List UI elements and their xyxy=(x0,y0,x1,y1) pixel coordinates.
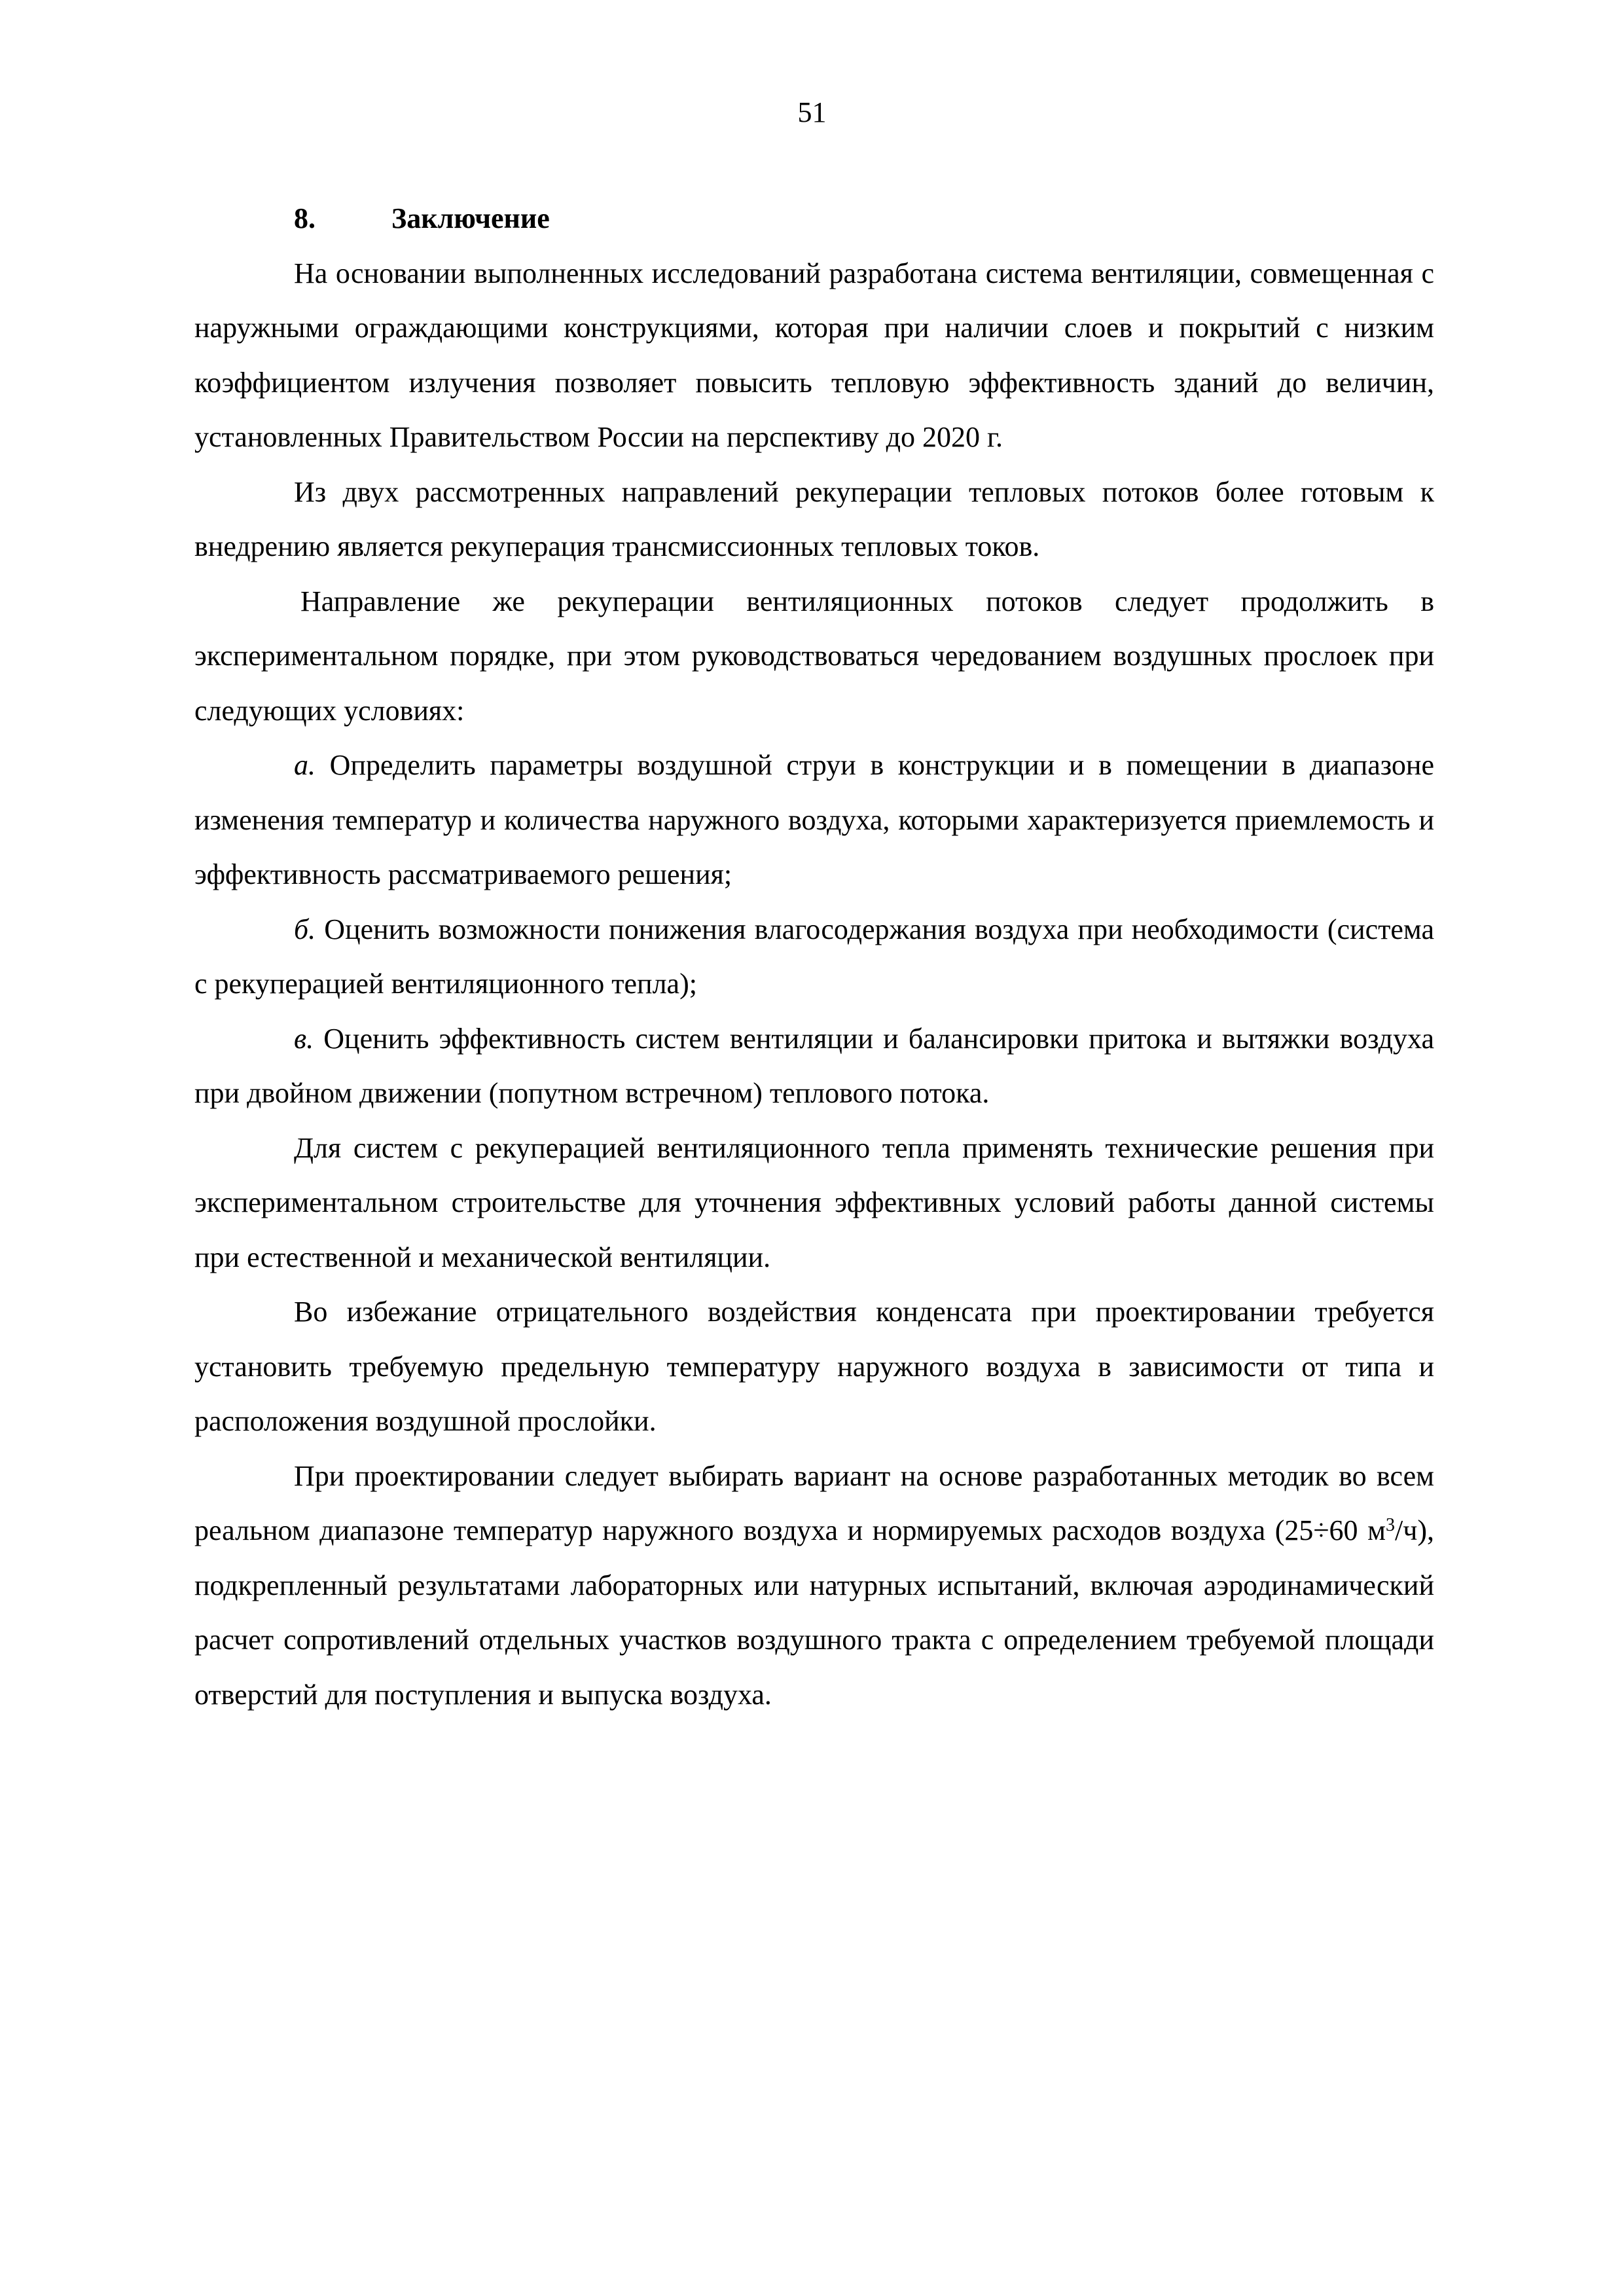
page-number: 51 xyxy=(797,96,827,128)
cubic-superscript: 3 xyxy=(1385,1515,1395,1535)
design-choice-text-end: /ч), подкрепленный результатами лабораторных или натурных испытаний, включая аэродинамический расчет сопротивлений отдельных участков воздушного тракта с определением требуемой площади отверстий для поступления и выпуска воздуха. xyxy=(194,1514,1434,1711)
list-marker-c: в. xyxy=(294,1022,314,1055)
list-text-a: Определить параметры воздушной струи в конструкции и в помещении в диапазоне изменения температур и количества наружного воздуха, которыми характеризуется приемлемость и эффективность рассматриваемого решения; xyxy=(194,749,1434,890)
list-marker-b: б. xyxy=(294,913,316,945)
paragraph-recuperation-directions: Из двух рассмотренных направлений рекуперации тепловых потоков более готовым к внедрению является рекуперация трансмиссионных тепловых токов. xyxy=(194,475,1434,562)
paragraph-conclusion-intro: На основании выполненных исследований разработана система вентиляции, совмещенная с наружными ограждающими конструкциями, которая при наличии слоев и покрытий с низким коэффициентом излучения позволяет повысить тепловую эффективность зданий до величин, установленных Правительством России на перспективу до 2020 г. xyxy=(194,257,1434,453)
paragraph-ventilation-heat-systems: Для систем с рекуперацией вентиляционного тепла применять технические решения при экспериментальном строительстве для уточнения эффективных условий работы данной системы при естественной и механической вентиляции. xyxy=(194,1131,1434,1273)
list-item-c xyxy=(194,1011,1434,1121)
list-text-b: Оценить возможности понижения влагосодержания воздуха при необходимости (система с рекуперацией вентиляционного тепла); xyxy=(194,913,1434,1000)
section-number: 8. xyxy=(294,202,316,234)
paragraph-condensate: Во избежание отрицательного воздействия конденсата при проектировании требуется установить требуемую предельную температуру наружного воздуха в зависимости от типа и расположения воздушной прослойки. xyxy=(194,1296,1434,1437)
paragraph-ventilation-flows: Направление же рекуперации вентиляционных потоков следует продолжить в экспериментальном порядке, при этом руководствоваться чередованием воздушных прослоек при следующих условиях: xyxy=(194,585,1434,727)
section-title: Заключение xyxy=(391,202,550,234)
design-choice-text-start: При проектировании следует выбирать вариант на основе разработанных методик во всем реальном диапазоне температур наружного воздуха и нормируемых расходов воздуха (25÷60 м xyxy=(194,1459,1434,1546)
paragraph-design-choice xyxy=(194,1449,1434,1722)
list-text-c: Оценить эффективность систем вентиляции и балансировки притока и вытяжки воздуха при двойном движении (попутном встречном) теплового потока. xyxy=(194,1022,1434,1109)
list-item-b xyxy=(194,902,1434,1011)
list-marker-a: а. xyxy=(294,749,316,781)
document-body xyxy=(194,191,1434,1722)
section-heading xyxy=(194,191,1434,246)
list-item-a xyxy=(194,738,1434,902)
